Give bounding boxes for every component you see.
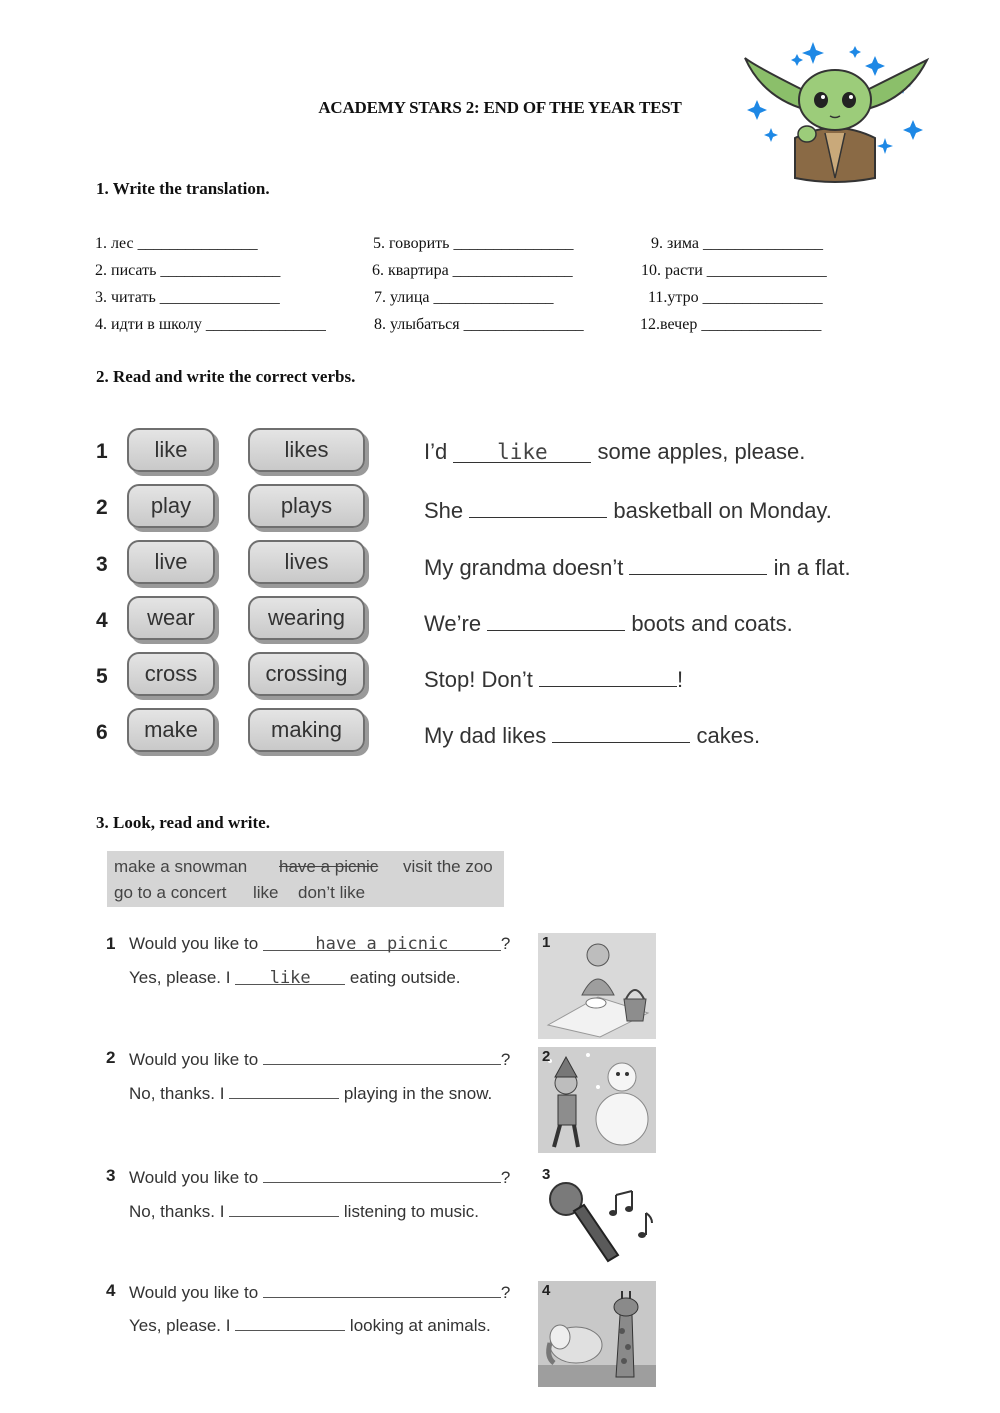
answer-blank[interactable] bbox=[263, 1048, 501, 1065]
sentence-end: boots and coats. bbox=[631, 611, 793, 636]
girl-picnic-icon bbox=[538, 933, 656, 1039]
answer-line bbox=[129, 1200, 479, 1222]
page-title: ACADEMY STARS 2: END OF THE YEAR TEST bbox=[318, 98, 682, 117]
question-mark: ? bbox=[500, 1168, 511, 1187]
verb-option[interactable]: wearing bbox=[248, 596, 365, 640]
answer-line bbox=[129, 1314, 491, 1336]
verb-option[interactable]: play bbox=[127, 484, 215, 528]
word-option: make a snowman bbox=[114, 857, 248, 876]
verb-sentence bbox=[424, 552, 851, 581]
translation-item-9: 9. зима _______________ bbox=[651, 235, 823, 252]
word-option-used: have a picnic bbox=[279, 857, 379, 876]
sentence-end: ! bbox=[676, 667, 684, 692]
question-number: 2 bbox=[106, 1048, 116, 1067]
answer-blank[interactable]: like bbox=[235, 968, 345, 985]
question-line bbox=[129, 934, 510, 954]
question-text: Would you like to bbox=[129, 1168, 259, 1187]
question-mark: ? bbox=[500, 1283, 511, 1302]
sentence-end: in a flat. bbox=[773, 555, 851, 580]
translation-item-3: 3. читать _______________ bbox=[95, 289, 280, 306]
verb-row-number: 5 bbox=[96, 665, 108, 688]
answer-end: playing in the snow. bbox=[343, 1084, 493, 1103]
word-option: like bbox=[253, 883, 279, 902]
question-text: Would you like to bbox=[129, 1283, 259, 1302]
zoo-animals-icon bbox=[538, 1281, 656, 1387]
answer-blank[interactable] bbox=[263, 1166, 501, 1183]
verb-sentence bbox=[424, 439, 805, 465]
verb-sentence bbox=[424, 664, 683, 693]
sentence-start: She bbox=[424, 498, 464, 523]
answer-end: eating outside. bbox=[349, 968, 461, 987]
snowman-icon bbox=[538, 1047, 656, 1153]
verb-option[interactable]: make bbox=[127, 708, 215, 752]
picture-number: 3 bbox=[542, 1166, 551, 1183]
word-option: don’t like bbox=[298, 883, 366, 902]
answer-end: listening to music. bbox=[343, 1202, 480, 1221]
verb-row-number: 1 bbox=[96, 440, 108, 463]
answer-blank[interactable]: like bbox=[453, 440, 591, 463]
verb-option[interactable]: likes bbox=[248, 428, 365, 472]
verb-option[interactable]: live bbox=[127, 540, 215, 584]
verb-row-number: 2 bbox=[96, 496, 108, 519]
sentence-start: We’re bbox=[424, 611, 482, 636]
answer-end: looking at animals. bbox=[349, 1316, 491, 1335]
translation-item-4: 4. идти в школу _______________ bbox=[95, 316, 326, 333]
question-mark: ? bbox=[500, 934, 511, 953]
answer-blank[interactable] bbox=[235, 1314, 345, 1331]
question-line bbox=[129, 1166, 510, 1188]
answer-start: Yes, please. I bbox=[129, 1316, 231, 1335]
translation-item-7: 7. улица _______________ bbox=[374, 289, 554, 306]
answer-blank[interactable]: have a picnic bbox=[263, 934, 501, 951]
verb-row-number: 6 bbox=[96, 721, 108, 744]
question-mark: ? bbox=[500, 1050, 511, 1069]
picture-number: 2 bbox=[542, 1048, 551, 1065]
question-number: 3 bbox=[106, 1166, 116, 1185]
answer-blank[interactable] bbox=[469, 495, 607, 518]
verb-sentence bbox=[424, 608, 793, 637]
answer-line bbox=[129, 1082, 492, 1104]
yoda-sticker-icon bbox=[735, 38, 935, 188]
sentence-end: some apples, please. bbox=[597, 439, 806, 464]
microphone-icon bbox=[538, 1165, 656, 1271]
answer-start: Yes, please. I bbox=[129, 968, 231, 987]
answer-start: No, thanks. I bbox=[129, 1202, 225, 1221]
translation-item-2: 2. писать _______________ bbox=[95, 262, 281, 279]
verb-row-number: 3 bbox=[96, 553, 108, 576]
translation-item-12: 12.вечер _______________ bbox=[640, 316, 822, 333]
answer-blank[interactable] bbox=[552, 720, 690, 743]
verb-option[interactable]: cross bbox=[127, 652, 215, 696]
question-number: 4 bbox=[106, 1281, 116, 1300]
translation-item-10: 10. расти _______________ bbox=[641, 262, 827, 279]
word-option: go to a concert bbox=[114, 883, 227, 902]
sentence-end: basketball on Monday. bbox=[613, 498, 832, 523]
verb-option[interactable]: wear bbox=[127, 596, 215, 640]
picture-number: 1 bbox=[542, 934, 551, 951]
verb-option[interactable]: lives bbox=[248, 540, 365, 584]
answer-blank[interactable] bbox=[629, 552, 767, 575]
sentence-start: I’d bbox=[424, 439, 448, 464]
verb-option[interactable]: plays bbox=[248, 484, 365, 528]
answer-blank[interactable] bbox=[487, 608, 625, 631]
section-1-heading: 1. Write the translation. bbox=[96, 179, 270, 198]
translation-item-5: 5. говорить _______________ bbox=[373, 235, 574, 252]
translation-item-8: 8. улыбаться _______________ bbox=[374, 316, 584, 333]
question-number: 1 bbox=[106, 934, 116, 953]
verb-row-number: 4 bbox=[96, 609, 108, 632]
translation-item-6: 6. квартира _______________ bbox=[372, 262, 573, 279]
answer-blank[interactable] bbox=[229, 1082, 339, 1099]
translation-item-11: 11.утро _______________ bbox=[648, 289, 823, 306]
answer-line bbox=[129, 968, 461, 988]
answer-blank[interactable] bbox=[229, 1200, 339, 1217]
translation-item-1: 1. лес _______________ bbox=[95, 235, 258, 252]
sentence-start: My dad likes bbox=[424, 723, 547, 748]
sentence-end: cakes. bbox=[696, 723, 761, 748]
word-box bbox=[107, 851, 504, 907]
answer-blank[interactable] bbox=[539, 664, 677, 687]
verb-option[interactable]: crossing bbox=[248, 652, 365, 696]
word-option: visit the zoo bbox=[403, 857, 493, 876]
section-3-heading: 3. Look, read and write. bbox=[96, 813, 270, 832]
question-line bbox=[129, 1048, 510, 1070]
question-text: Would you like to bbox=[129, 1050, 259, 1069]
verb-sentence bbox=[424, 720, 760, 749]
question-text: Would you like to bbox=[129, 934, 259, 953]
answer-start: No, thanks. I bbox=[129, 1084, 225, 1103]
question-line bbox=[129, 1281, 510, 1303]
picture-number: 4 bbox=[542, 1282, 551, 1299]
verb-sentence bbox=[424, 495, 832, 524]
answer-blank[interactable] bbox=[263, 1281, 501, 1298]
verb-option[interactable]: like bbox=[127, 428, 215, 472]
sentence-start: My grandma doesn’t bbox=[424, 555, 624, 580]
sentence-start: Stop! Don’t bbox=[424, 667, 533, 692]
section-2-heading: 2. Read and write the correct verbs. bbox=[96, 367, 356, 386]
verb-option[interactable]: making bbox=[248, 708, 365, 752]
